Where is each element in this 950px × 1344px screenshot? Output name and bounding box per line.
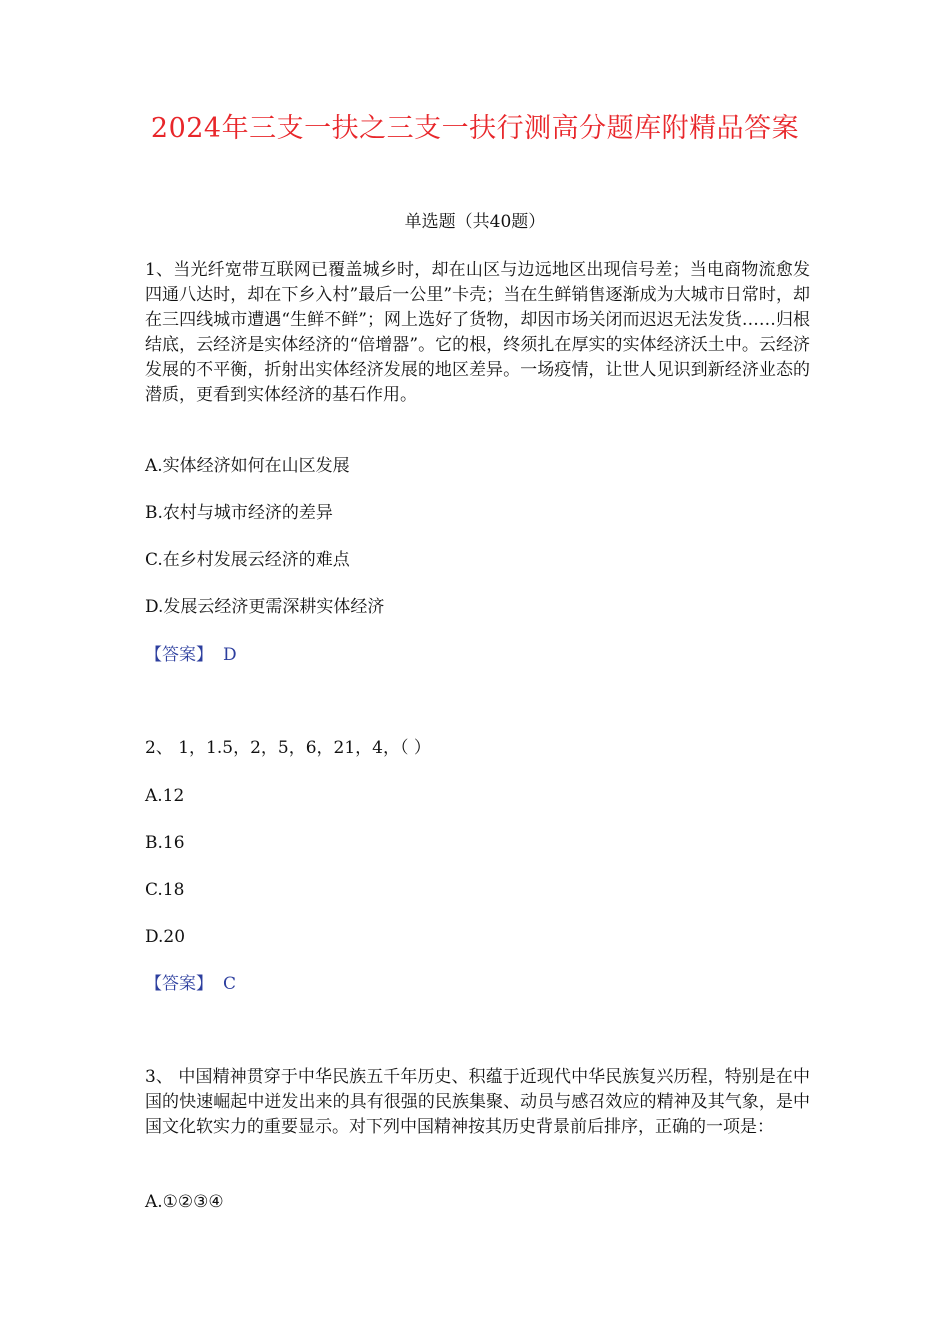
answer-value: D (223, 645, 237, 665)
question-2-option-c: C.18 (145, 880, 185, 900)
question-1-answer (145, 642, 810, 668)
answer-value: C (223, 974, 237, 994)
question-2-option-b: B.16 (145, 833, 185, 853)
question-2-option-a: A.12 (145, 786, 185, 806)
section-heading: 单选题（共40题） (404, 212, 546, 232)
question-3-stem: 3、 中国精神贯穿于中华民族五千年历史、积蕴于近现代中华民族复兴历程，特别是在中国的快速崛起中迸发出来的具有很强的民族集聚、动员与感召效应的精神及其气象，是中国文化软实力的重要显示。对下列中国精神按其历史背景前后排序，正确的一项是： (145, 1067, 810, 1137)
question-2-option-d: D.20 (145, 927, 186, 947)
question-1-stem: 1、当光纤宽带互联网已覆盖城乡时，却在山区与边远地区出现信号差；当电商物流愈发四通八达时，却在下乡入村”最后一公里”卡壳；当在生鲜销售逐渐成为大城市日常时，却在三四线城市遭遇“生鲜不鲜”；网上选好了货物，却因市场关闭而迟迟无法发货……归根结底，云经济是实体经济的“倍增器”。它的根，终须扎在厚实的实体经济沃土中。云经济发展的不平衡，折射出实体经济发展的地区差异。一场疫情，让世人见识到新经济业态的潜质，更看到实体经济的基石作用。 (145, 260, 810, 405)
answer-label: 【答案】 (145, 645, 213, 665)
question-3-option-a: A.①②③④ (145, 1192, 224, 1212)
question-1-option-a: A.实体经济如何在山区发展 (145, 456, 350, 476)
document-title: 2024年三支一扶之三支一扶行测高分题库附精品答案 (150, 113, 800, 144)
question-2-stem: 2、 1，1.5，2，5，6，21，4，（ ） (145, 738, 431, 758)
question-1-option-c: C.在乡村发展云经济的难点 (145, 550, 350, 570)
answer-label: 【答案】 (145, 974, 213, 994)
question-1-option-b: B.农村与城市经济的差异 (145, 503, 333, 523)
question-1-option-d: D.发展云经济更需深耕实体经济 (145, 597, 385, 617)
question-2-answer (145, 971, 810, 997)
